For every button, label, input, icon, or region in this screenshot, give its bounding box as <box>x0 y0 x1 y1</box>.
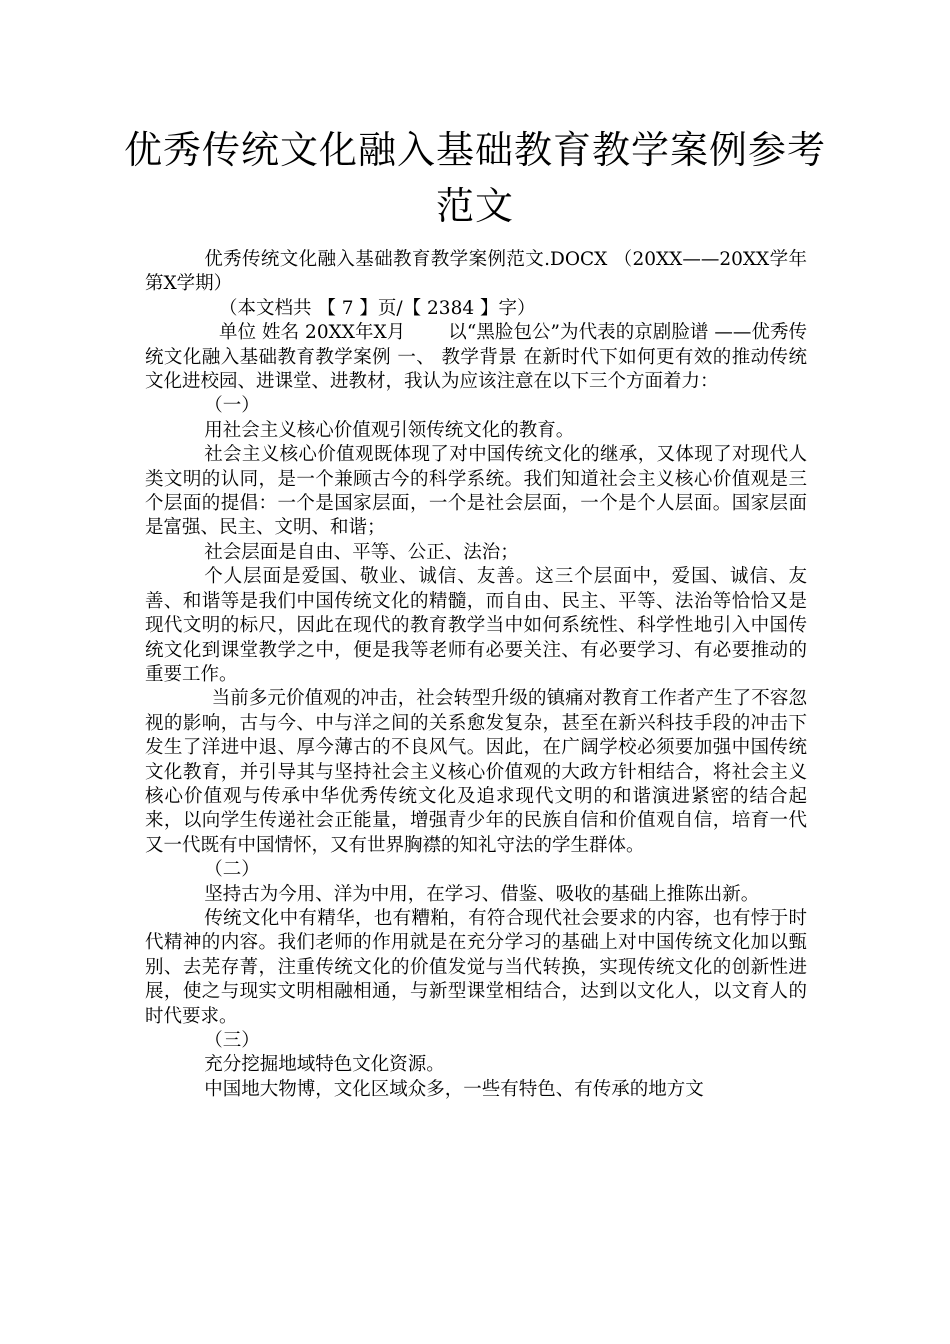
document-title <box>120 122 830 234</box>
paragraph-current-impact: 当前多元价值观的冲击，社会转型升级的镇痛对教育工作者产生了不容忽视的影响，古与今、中与洋之间的关系愈发复杂，甚至在新兴科技手段的冲击下发生了洋进中退、厚今薄古的不良风气。因此，在广阔学校必须要加强中国传统文化教育，并引导其与坚持社会主义核心价值观的大政方针相结合，将社会主义核心价值观与传承中华优秀传统文化及追求现代文明的和谐演进紧密的结合起来，以向学生传递社会正能量，增强青少年的民族自信和价值观自信，培育一代又一代既有中国情怀，又有世界胸襟的知礼守法的学生群体。 <box>145 688 807 856</box>
section-heading-1: （一） <box>204 395 260 417</box>
title-line-2: 范文 <box>435 184 514 228</box>
section-heading-3: （三） <box>204 1030 260 1051</box>
paragraph-file-info: 优秀传统文化融入基础教育教学案例范文.DOCX （20XX——20XX学年 第X学期） <box>145 249 807 295</box>
paragraph-personal-level: 个人层面是爱国、敬业、诚信、友善。这三个层面中，爱国、诚信、友善、和谐等是我们中国传统文化的精髓，而自由、民主、平等、法治等恰恰又是现代文明的标尺，因此在现代的教育教学当中如何系统性、科学性地引入中国传统文化到课堂教学之中，便是我等老师有必要关注、有必要学习、有必要推动的重要工作。 <box>145 566 807 685</box>
document-body <box>145 248 807 1102</box>
paragraph-social-level: 社会层面是自由、平等、公正、法治； <box>204 541 519 563</box>
paragraph-section-2-title: 坚持古为今用、洋为中用，在学习、借鉴、吸收的基础上推陈出新。 <box>204 883 760 905</box>
paragraph-regional-culture: 中国地大物博，文化区域众多，一些有特色、有传承的地方文 <box>204 1078 704 1100</box>
paragraph-core-values: 社会主义核心价值观既体现了对中国传统文化的继承，又体现了对现代人类文明的认同，是一个兼顾古今的科学系统。我们知道社会主义核心价值观是三个层面的提倡：一个是国家层面，一个是社会层面，一个是个人层面。国家层面是富强、民主、文明、和谐； <box>145 444 807 539</box>
paragraph-section-1-title: 用社会主义核心价值观引领传统文化的教育。 <box>204 419 575 441</box>
section-heading-2: （二） <box>204 859 260 881</box>
paragraph-tradition-essence: 传统文化中有精华，也有糟粕，有符合现代社会要求的内容，也有悖于时代精神的内容。我们老师的作用就是在充分学习的基础上对中国传统文化加以甄别、去芜存菁，注重传统文化的价值发觉与当代转换，实现传统文化的创新性进展，使之与现实文明相融相通，与新型课堂相结合，达到以文化人，以文育人的时代要求。 <box>145 907 807 1027</box>
paragraph-page-count: （本文档共 【 7 】页/【 2384 】字） <box>219 297 536 319</box>
title-line-1: 优秀传统文化融入基础教育教学案例参考 <box>123 128 826 172</box>
paragraph-section-3-title: 充分挖掘地域特色文化资源。 <box>204 1054 445 1076</box>
paragraph-intro: 单位 姓名 20XX年X月 以“黑脸包公”为代表的京剧脸谱 ——优秀传统文化融入基础教育教学案例 一、 教学背景 在新时代下如何更有效的推动传统文化进校园、进课堂、进教材，我认为应该注意在以下三个方面着力： <box>145 322 807 393</box>
